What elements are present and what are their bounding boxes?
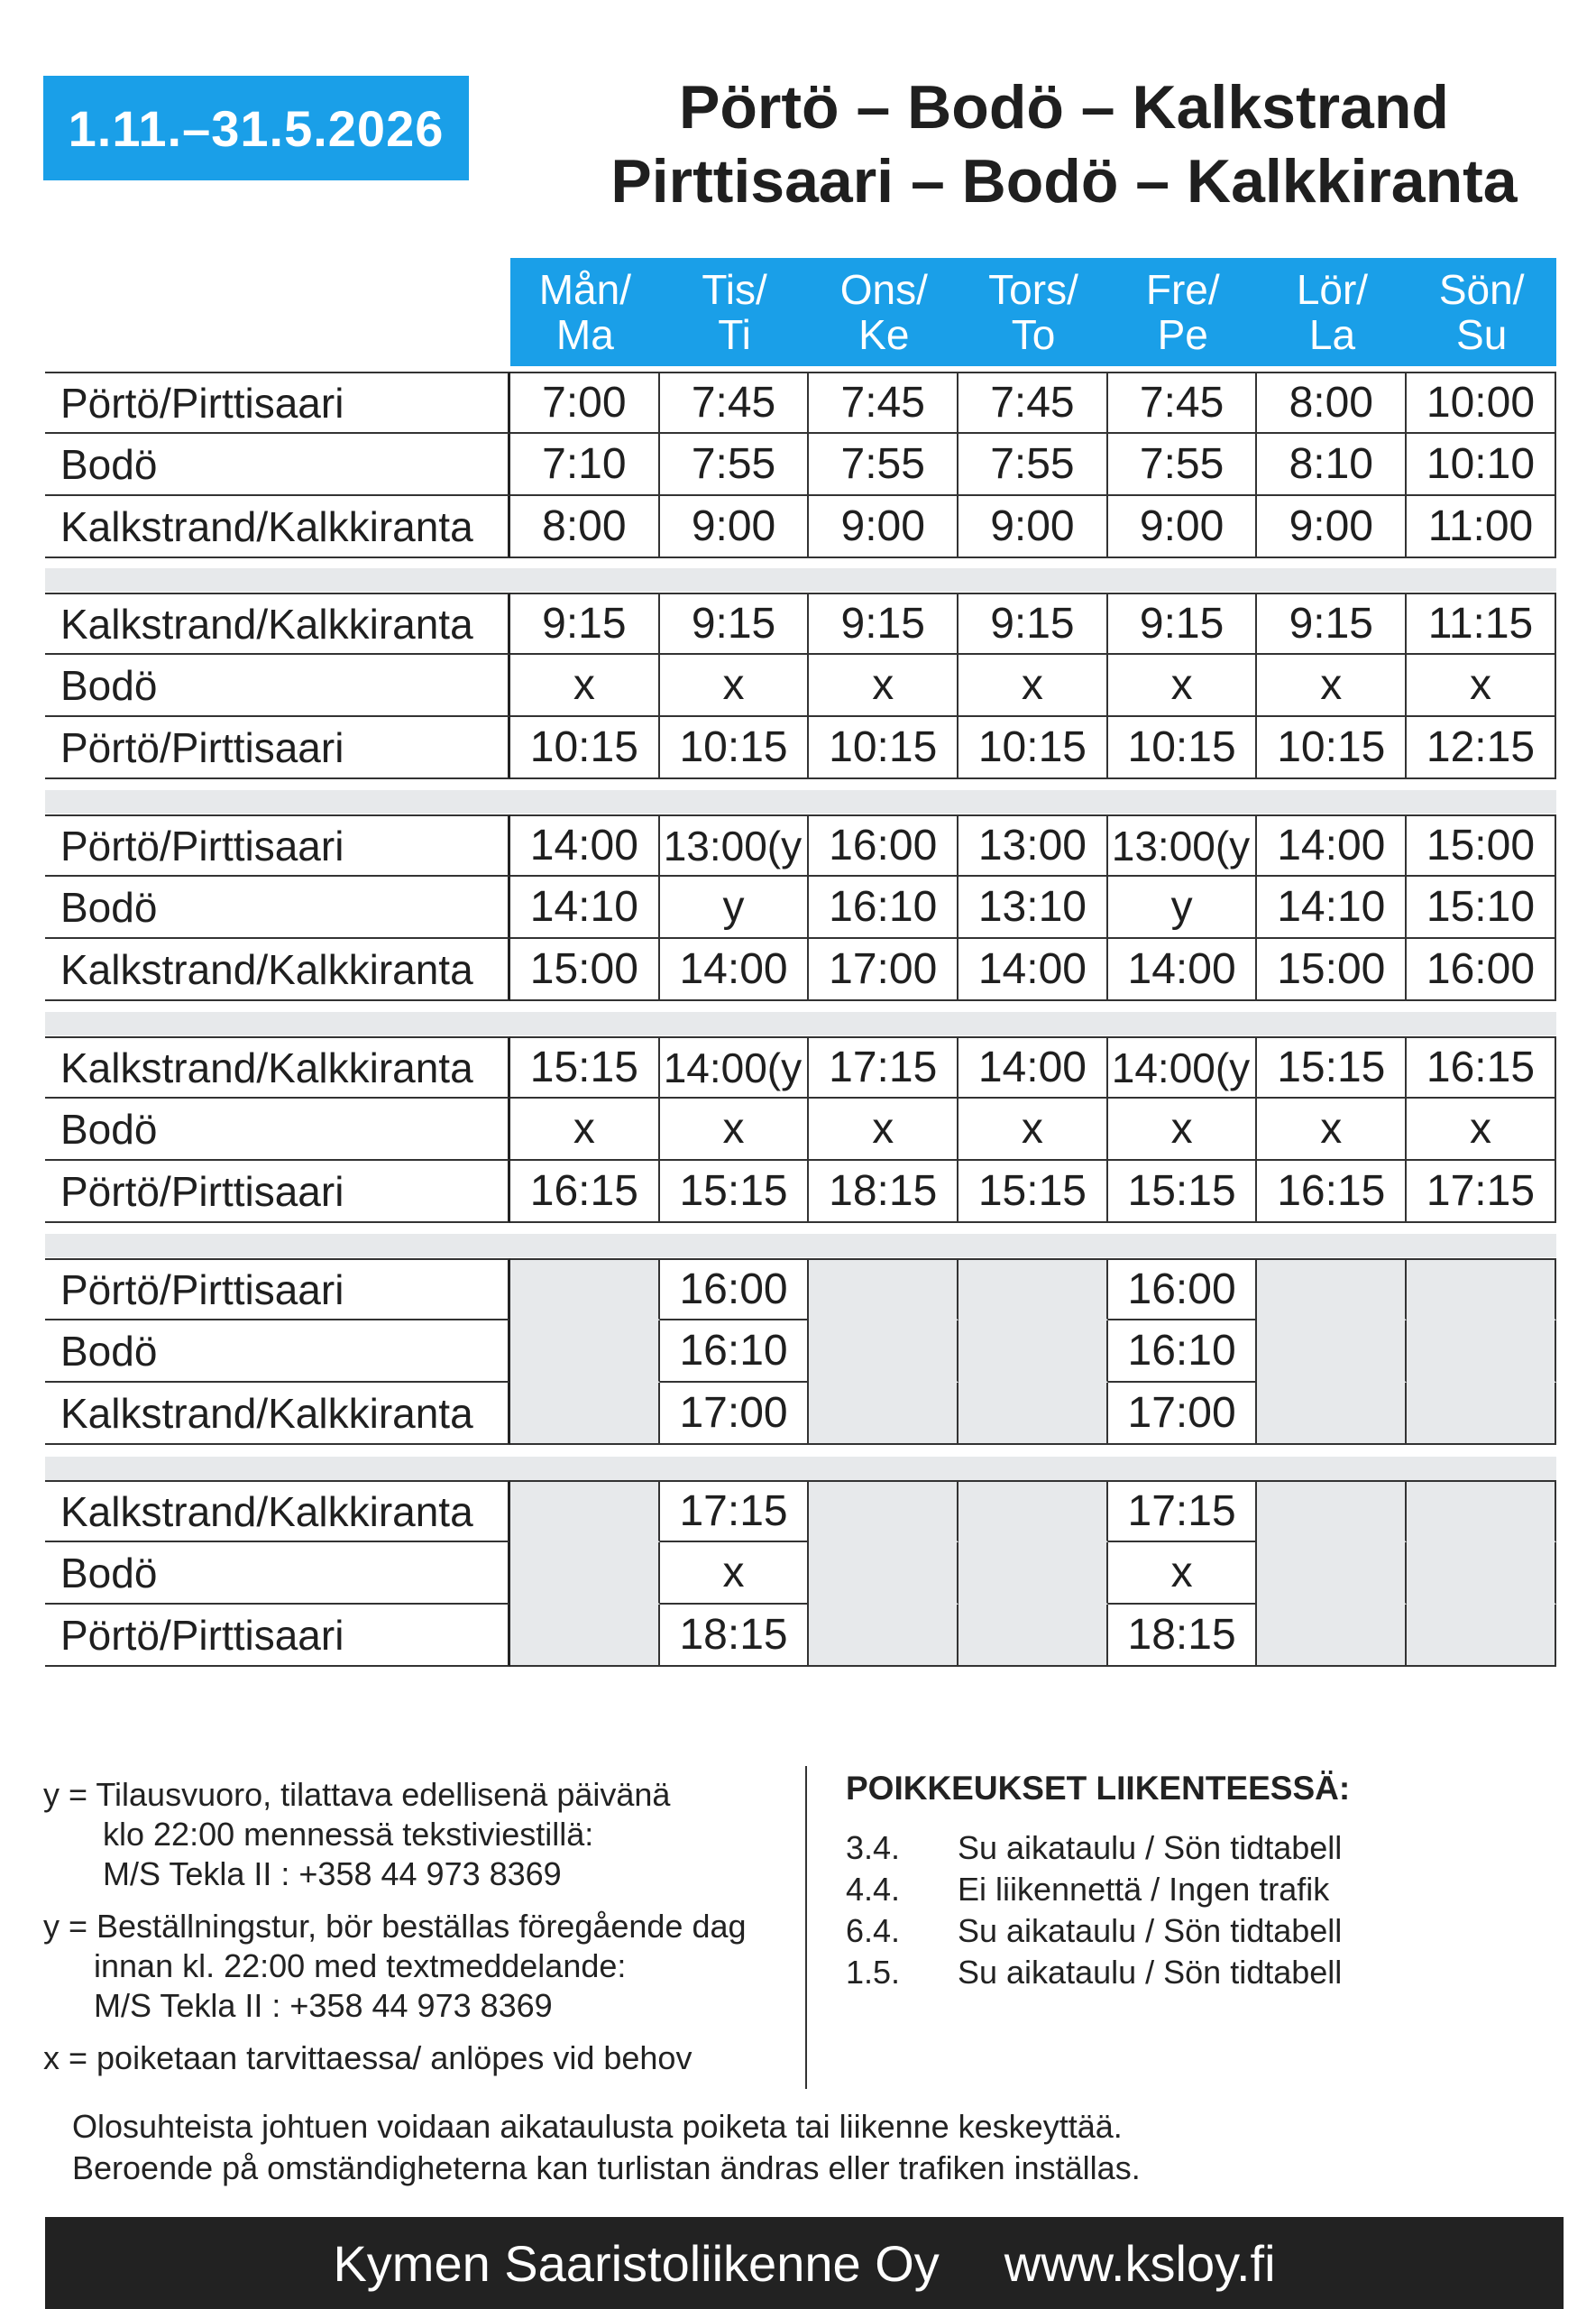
day-name-sv: Fre/ xyxy=(1145,266,1220,313)
no-departure-cell xyxy=(959,1480,1108,1542)
departure-time: x xyxy=(1407,1099,1556,1161)
footer-bar xyxy=(45,2217,1564,2309)
note-y-swedish xyxy=(43,1907,810,2026)
no-departure-cell xyxy=(959,1320,1108,1383)
day-name-sv: Sön/ xyxy=(1438,266,1525,313)
route-title-swedish: Pörtö – Bodö – Kalkstrand xyxy=(679,73,1449,142)
timetable-row xyxy=(45,939,1556,1001)
note-line: innan kl. 22:00 med textmeddelande: xyxy=(94,1947,627,1984)
timetable-row xyxy=(45,717,1556,779)
departure-time: 15:00 xyxy=(510,939,660,1001)
disclaimer-swedish: Beroende på omständigheterna kan turlistan ändras eller trafiken inställas. xyxy=(72,2149,1141,2186)
timetable-row xyxy=(45,434,1556,496)
no-departure-cell xyxy=(959,1605,1108,1667)
no-departure-cell xyxy=(1257,1258,1407,1320)
departure-time: 16:00 xyxy=(809,814,959,877)
day-name-sv: Lör/ xyxy=(1296,266,1369,313)
no-departure-cell xyxy=(959,1542,1108,1605)
no-departure-cell xyxy=(809,1320,959,1383)
departure-time: 17:00 xyxy=(1108,1383,1258,1445)
departure-time: 7:55 xyxy=(1108,434,1258,496)
departure-time: 16:10 xyxy=(1108,1320,1258,1383)
departure-time: 7:45 xyxy=(660,372,810,434)
day-name-fi: To xyxy=(1011,311,1056,358)
departure-time: x xyxy=(660,655,810,717)
no-departure-cell xyxy=(809,1605,959,1667)
timetable-row xyxy=(45,1258,1556,1320)
departure-time: y xyxy=(660,877,810,939)
timetable-block xyxy=(45,814,1556,1001)
departure-time: 16:10 xyxy=(809,877,959,939)
departure-time: x xyxy=(510,655,660,717)
no-departure-cell xyxy=(1407,1383,1556,1445)
note-line: M/S Tekla II : +358 44 973 8369 xyxy=(103,1855,562,1892)
day-name-fi: Pe xyxy=(1157,311,1208,358)
departure-time: x xyxy=(1407,655,1556,717)
day-header-cell xyxy=(1258,258,1408,366)
departure-time: 9:15 xyxy=(1108,593,1258,655)
day-header-cell xyxy=(510,258,660,366)
departure-time: 8:10 xyxy=(1257,434,1407,496)
departure-time: 13:00 xyxy=(959,814,1108,877)
timetable-row xyxy=(45,1161,1556,1223)
no-departure-cell xyxy=(1257,1605,1407,1667)
day-header-cell xyxy=(809,258,959,366)
block-separator xyxy=(45,1012,1556,1035)
timetable-block xyxy=(45,1480,1556,1667)
departure-time: 9:15 xyxy=(809,593,959,655)
departure-time: 9:00 xyxy=(809,496,959,558)
day-name-fi: Su xyxy=(1456,311,1508,358)
timetable-row xyxy=(45,655,1556,717)
stop-name: Kalkstrand/Kalkkiranta xyxy=(45,1480,510,1542)
no-departure-cell xyxy=(1257,1383,1407,1445)
note-x xyxy=(43,2038,810,2078)
departure-time: x xyxy=(510,1099,660,1161)
departure-time: 17:00 xyxy=(809,939,959,1001)
no-departure-cell xyxy=(809,1383,959,1445)
departure-time: 18:15 xyxy=(809,1161,959,1223)
departure-time: x xyxy=(660,1099,810,1161)
no-departure-cell xyxy=(809,1542,959,1605)
departure-time: 11:00 xyxy=(1407,496,1556,558)
timetable-row xyxy=(45,1036,1556,1099)
timetable-row xyxy=(45,1605,1556,1667)
timetable-block xyxy=(45,372,1556,558)
departure-time: 17:15 xyxy=(1108,1480,1258,1542)
departure-time: 9:00 xyxy=(660,496,810,558)
departure-time: x xyxy=(1108,1099,1258,1161)
departure-time: 15:15 xyxy=(510,1036,660,1099)
no-departure-cell xyxy=(959,1258,1108,1320)
timetable-row xyxy=(45,372,1556,434)
departure-time: 18:15 xyxy=(1108,1605,1258,1667)
departure-time: 7:55 xyxy=(809,434,959,496)
departure-time: 7:10 xyxy=(510,434,660,496)
departure-time: 14:00(y xyxy=(1108,1036,1258,1099)
no-departure-cell xyxy=(510,1320,660,1383)
no-departure-cell xyxy=(510,1542,660,1605)
day-name-fi: Ke xyxy=(858,311,910,358)
departure-time: 10:00 xyxy=(1407,372,1556,434)
note-line: M/S Tekla II : +358 44 973 8369 xyxy=(94,1987,553,2024)
no-departure-cell xyxy=(1407,1320,1556,1383)
departure-time: 17:15 xyxy=(660,1480,810,1542)
departure-time: 14:10 xyxy=(1257,877,1407,939)
no-departure-cell xyxy=(1257,1320,1407,1383)
departure-time: 14:00 xyxy=(959,939,1108,1001)
departure-time: y xyxy=(1108,877,1258,939)
departure-time: 10:15 xyxy=(809,717,959,779)
day-name-fi: Ma xyxy=(555,311,614,358)
exception-date: 1.5. xyxy=(846,1954,901,1991)
departure-time: 17:15 xyxy=(809,1036,959,1099)
date-range-badge: 1.11.–31.5.2026 xyxy=(43,76,469,180)
departure-time: x xyxy=(959,655,1108,717)
departure-time: 16:15 xyxy=(1257,1161,1407,1223)
block-separator xyxy=(45,790,1556,814)
departure-time: 14:00 xyxy=(959,1036,1108,1099)
stop-name: Bodö xyxy=(45,877,510,939)
departure-time: 11:15 xyxy=(1407,593,1556,655)
departure-time: 16:00 xyxy=(1407,939,1556,1001)
day-name-sv: Ons/ xyxy=(839,266,928,313)
exception-item xyxy=(846,1952,1567,1993)
timetable-block xyxy=(45,1258,1556,1445)
departure-time: 7:55 xyxy=(959,434,1108,496)
departure-time: 9:15 xyxy=(1257,593,1407,655)
departure-time: 9:15 xyxy=(959,593,1108,655)
stop-name: Kalkstrand/Kalkkiranta xyxy=(45,939,510,1001)
stop-name: Bodö xyxy=(45,1099,510,1161)
departure-time: 17:00 xyxy=(660,1383,810,1445)
departure-time: 17:15 xyxy=(1407,1161,1556,1223)
stop-name: Bodö xyxy=(45,1320,510,1383)
no-departure-cell xyxy=(510,1480,660,1542)
day-header-cell xyxy=(1108,258,1258,366)
exception-text: Ei liikennettä / Ingen trafik xyxy=(958,1871,1330,1908)
note-line: y = Beställningstur, bör beställas föregående dag xyxy=(43,1908,747,1945)
exception-item xyxy=(846,1869,1567,1910)
departure-time: 16:00 xyxy=(1108,1258,1258,1320)
no-departure-cell xyxy=(1407,1605,1556,1667)
exception-text: Su aikataulu / Sön tidtabell xyxy=(958,1829,1343,1866)
legend-notes xyxy=(43,1775,810,2091)
stop-name: Pörtö/Pirttisaari xyxy=(45,1258,510,1320)
exception-item xyxy=(846,1827,1567,1869)
exception-text: Su aikataulu / Sön tidtabell xyxy=(958,1912,1343,1949)
timetable-row xyxy=(45,1099,1556,1161)
departure-time: 15:00 xyxy=(1407,814,1556,877)
stop-name: Bodö xyxy=(45,1542,510,1605)
departure-time: 15:15 xyxy=(1257,1036,1407,1099)
departure-time: 16:15 xyxy=(1407,1036,1556,1099)
departure-time: 10:15 xyxy=(959,717,1108,779)
no-departure-cell xyxy=(959,1383,1108,1445)
stop-name: Pörtö/Pirttisaari xyxy=(45,372,510,434)
departure-time: 16:15 xyxy=(510,1161,660,1223)
disclaimer-finnish: Olosuhteista johtuen voidaan aikataulusta poiketa tai liikenne keskeyttää. xyxy=(72,2108,1123,2145)
timetable-block xyxy=(45,593,1556,779)
departure-time: 16:00 xyxy=(660,1258,810,1320)
departure-time: 9:00 xyxy=(959,496,1108,558)
departure-time: 9:00 xyxy=(1108,496,1258,558)
website-link[interactable]: www.ksloy.fi xyxy=(1004,2234,1276,2292)
departure-time: 14:00(y xyxy=(660,1036,810,1099)
no-departure-cell xyxy=(809,1480,959,1542)
departure-time: 15:00 xyxy=(1257,939,1407,1001)
timetable-row xyxy=(45,1480,1556,1542)
departure-time: 15:15 xyxy=(959,1161,1108,1223)
stop-name: Kalkstrand/Kalkkiranta xyxy=(45,1036,510,1099)
departure-time: 7:45 xyxy=(809,372,959,434)
departure-time: 14:00 xyxy=(1257,814,1407,877)
departure-time: 10:15 xyxy=(510,717,660,779)
departure-time: x xyxy=(660,1542,810,1605)
exception-text: Su aikataulu / Sön tidtabell xyxy=(958,1954,1343,1991)
departure-time: 14:00 xyxy=(1108,939,1258,1001)
day-name-sv: Mån/ xyxy=(538,266,631,313)
day-header-cell xyxy=(660,258,810,366)
timetable-block xyxy=(45,1036,1556,1223)
day-name-fi: La xyxy=(1308,311,1356,358)
block-separator xyxy=(45,1234,1556,1257)
note-line: klo 22:00 mennessä tekstiviestillä: xyxy=(103,1816,594,1853)
no-departure-cell xyxy=(1407,1258,1556,1320)
departure-time: x xyxy=(1108,1542,1258,1605)
exception-date: 4.4. xyxy=(846,1871,901,1908)
departure-time: 7:45 xyxy=(1108,372,1258,434)
timetable-row xyxy=(45,814,1556,877)
departure-time: 15:10 xyxy=(1407,877,1556,939)
timetable-row xyxy=(45,593,1556,655)
departure-time: 14:10 xyxy=(510,877,660,939)
no-departure-cell xyxy=(1257,1542,1407,1605)
note-y-finnish xyxy=(43,1775,810,1894)
departure-time: 10:15 xyxy=(1108,717,1258,779)
disclaimer xyxy=(72,2106,1141,2189)
departure-time: 8:00 xyxy=(1257,372,1407,434)
block-separator xyxy=(45,1457,1556,1480)
stop-name: Pörtö/Pirttisaari xyxy=(45,717,510,779)
departure-time: 7:55 xyxy=(660,434,810,496)
departure-time: 7:00 xyxy=(510,372,660,434)
no-departure-cell xyxy=(1407,1542,1556,1605)
timetable-row xyxy=(45,1542,1556,1605)
no-departure-cell xyxy=(809,1258,959,1320)
company-name: Kymen Saaristoliikenne Oy xyxy=(333,2234,940,2292)
departure-time: x xyxy=(809,1099,959,1161)
weekday-header xyxy=(510,258,1556,366)
departure-time: 10:15 xyxy=(660,717,810,779)
no-departure-cell xyxy=(1257,1480,1407,1542)
day-header-cell xyxy=(1407,258,1556,366)
day-header-cell xyxy=(959,258,1108,366)
route-title-finnish: Pirttisaari – Bodö – Kalkkiranta xyxy=(610,147,1518,216)
departure-time: 14:00 xyxy=(510,814,660,877)
departure-time: 13:10 xyxy=(959,877,1108,939)
departure-time: 15:15 xyxy=(660,1161,810,1223)
exceptions-title: POIKKEUKSET LIIKENTEESSÄ: xyxy=(846,1770,1351,1807)
note-line: y = Tilausvuoro, tilattava edellisenä päivänä xyxy=(43,1776,671,1813)
no-departure-cell xyxy=(510,1383,660,1445)
stop-name: Pörtö/Pirttisaari xyxy=(45,1605,510,1667)
departure-time: 9:00 xyxy=(1257,496,1407,558)
traffic-exceptions xyxy=(846,1770,1567,1993)
no-departure-cell xyxy=(1407,1480,1556,1542)
timetable-row xyxy=(45,1320,1556,1383)
no-departure-cell xyxy=(510,1258,660,1320)
day-name-sv: Tis/ xyxy=(702,266,767,313)
stop-name: Kalkstrand/Kalkkiranta xyxy=(45,593,510,655)
no-departure-cell xyxy=(510,1605,660,1667)
departure-time: 15:15 xyxy=(1108,1161,1258,1223)
departure-time: 10:15 xyxy=(1257,717,1407,779)
day-name-fi: Ti xyxy=(718,311,751,358)
departure-time: x xyxy=(1108,655,1258,717)
timetable-row xyxy=(45,877,1556,939)
stop-name: Bodö xyxy=(45,655,510,717)
departure-time: 18:15 xyxy=(660,1605,810,1667)
departure-time: 8:00 xyxy=(510,496,660,558)
timetable-row xyxy=(45,496,1556,558)
departure-time: 12:15 xyxy=(1407,717,1556,779)
stop-name: Bodö xyxy=(45,434,510,496)
stop-name: Pörtö/Pirttisaari xyxy=(45,814,510,877)
departure-time: 9:15 xyxy=(660,593,810,655)
departure-time: 16:10 xyxy=(660,1320,810,1383)
note-line: x = poiketaan tarvittaessa/ anlöpes vid behov xyxy=(43,2039,693,2076)
block-separator xyxy=(45,568,1556,592)
stop-name: Kalkstrand/Kalkkiranta xyxy=(45,1383,510,1445)
departure-time: 10:10 xyxy=(1407,434,1556,496)
departure-time: x xyxy=(1257,1099,1407,1161)
departure-time: 14:00 xyxy=(660,939,810,1001)
exception-date: 6.4. xyxy=(846,1912,901,1949)
exception-item xyxy=(846,1910,1567,1952)
departure-time: x xyxy=(959,1099,1108,1161)
departure-time: x xyxy=(809,655,959,717)
notes-divider xyxy=(805,1766,807,2089)
departure-time: 13:00(y xyxy=(1108,814,1258,877)
stop-name: Pörtö/Pirttisaari xyxy=(45,1161,510,1223)
departure-time: 13:00(y xyxy=(660,814,810,877)
stop-name: Kalkstrand/Kalkkiranta xyxy=(45,496,510,558)
departure-time: 7:45 xyxy=(959,372,1108,434)
timetable-row xyxy=(45,1383,1556,1445)
departure-time: 9:15 xyxy=(510,593,660,655)
exception-date: 3.4. xyxy=(846,1829,901,1866)
departure-time: x xyxy=(1257,655,1407,717)
day-name-sv: Tors/ xyxy=(988,266,1078,313)
